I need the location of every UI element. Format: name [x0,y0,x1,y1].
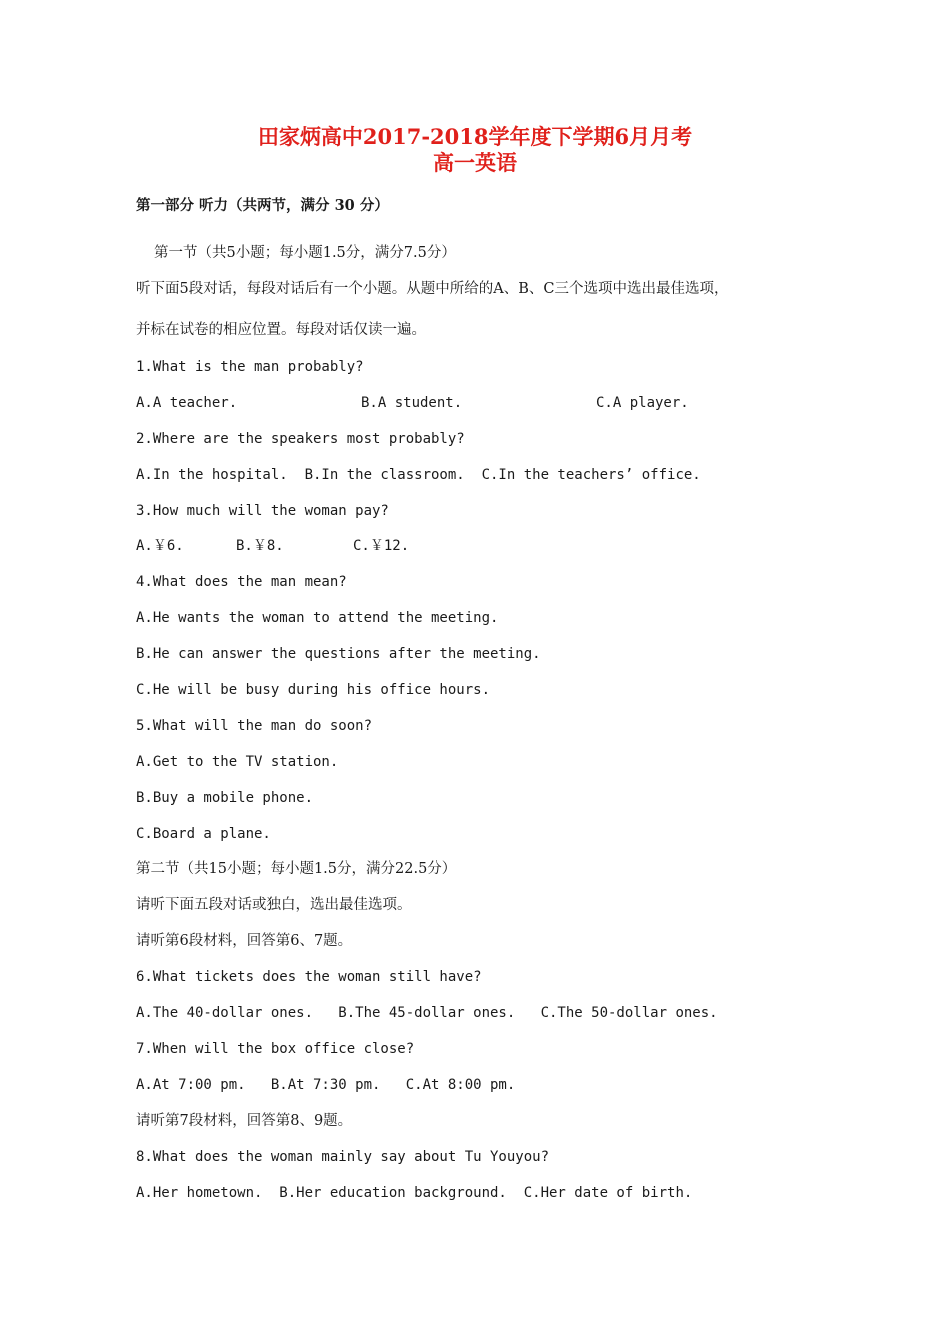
q6-options: A.The 40-dollar ones. B.The 45-dollar ones. C.The 50-dollar ones. [136,1005,718,1021]
question-8: 8.What does the woman mainly say about Tu Youyou? [136,1149,550,1165]
q4-option-c: C.He will be busy during his office hours. [136,682,491,698]
section2-heading: 第二节（共15小题；每小题1.5分，满分22.5分） [136,861,457,877]
q5-option-a: A.Get to the TV station. [136,754,339,770]
section1-instructions-line1: 听下面5段对话，每段对话后有一个小题。从题中所给的A、B、C三个选项中选出最佳选项， [136,281,729,297]
q5-option-b: B.Buy a mobile phone. [136,790,314,806]
question-5: 5.What will the man do soon? [136,718,373,734]
q1-option-c: C.A player. [596,395,689,411]
q4-option-b: B.He can answer the questions after the meeting. [136,646,541,662]
q5-option-c: C.Board a plane. [136,826,271,842]
q1-option-b: B.A student. [361,395,463,411]
exam-title: 田家炳高中2017-2018学年度下学期6月月考 [257,124,693,149]
section1-heading: 第一节（共5小题；每小题1.5分，满分7.5分） [154,245,456,261]
question-3: 3.How much will the woman pay? [136,503,389,519]
question-1: 1.What is the man probably? [136,359,364,375]
q3-option-c: C.￥12. [353,538,410,554]
q1-option-a: A.A teacher. [136,395,238,411]
section1-instructions-line2: 并标在试卷的相应位置。每段对话仅读一遍。 [136,322,426,338]
exam-subtitle: 高一英语 [433,150,517,175]
q4-option-a: A.He wants the woman to attend the meeting. [136,610,499,626]
material-7-instruction: 请听第7段材料，回答第8、9题。 [136,1113,353,1129]
q2-options: A.In the hospital. B.In the classroom. C.In the teachers’ office. [136,467,701,483]
question-4: 4.What does the man mean? [136,574,347,590]
question-7: 7.When will the box office close? [136,1041,415,1057]
q8-options: A.Her hometown. B.Her education background. C.Her date of birth. [136,1185,693,1201]
question-2: 2.Where are the speakers most probably? [136,431,465,447]
part1-heading: 第一部分 听力（共两节，满分 30 分） [136,197,389,214]
question-6: 6.What tickets does the woman still have? [136,969,482,985]
q3-option-a: A.￥6. [136,538,184,554]
material-6-instruction: 请听第6段材料，回答第6、7题。 [136,933,353,949]
q3-option-b: B.￥8. [236,538,284,554]
section2-instructions: 请听下面五段对话或独白，选出最佳选项。 [136,897,412,913]
q7-options: A.At 7:00 pm. B.At 7:30 pm. C.At 8:00 pm. [136,1077,516,1093]
